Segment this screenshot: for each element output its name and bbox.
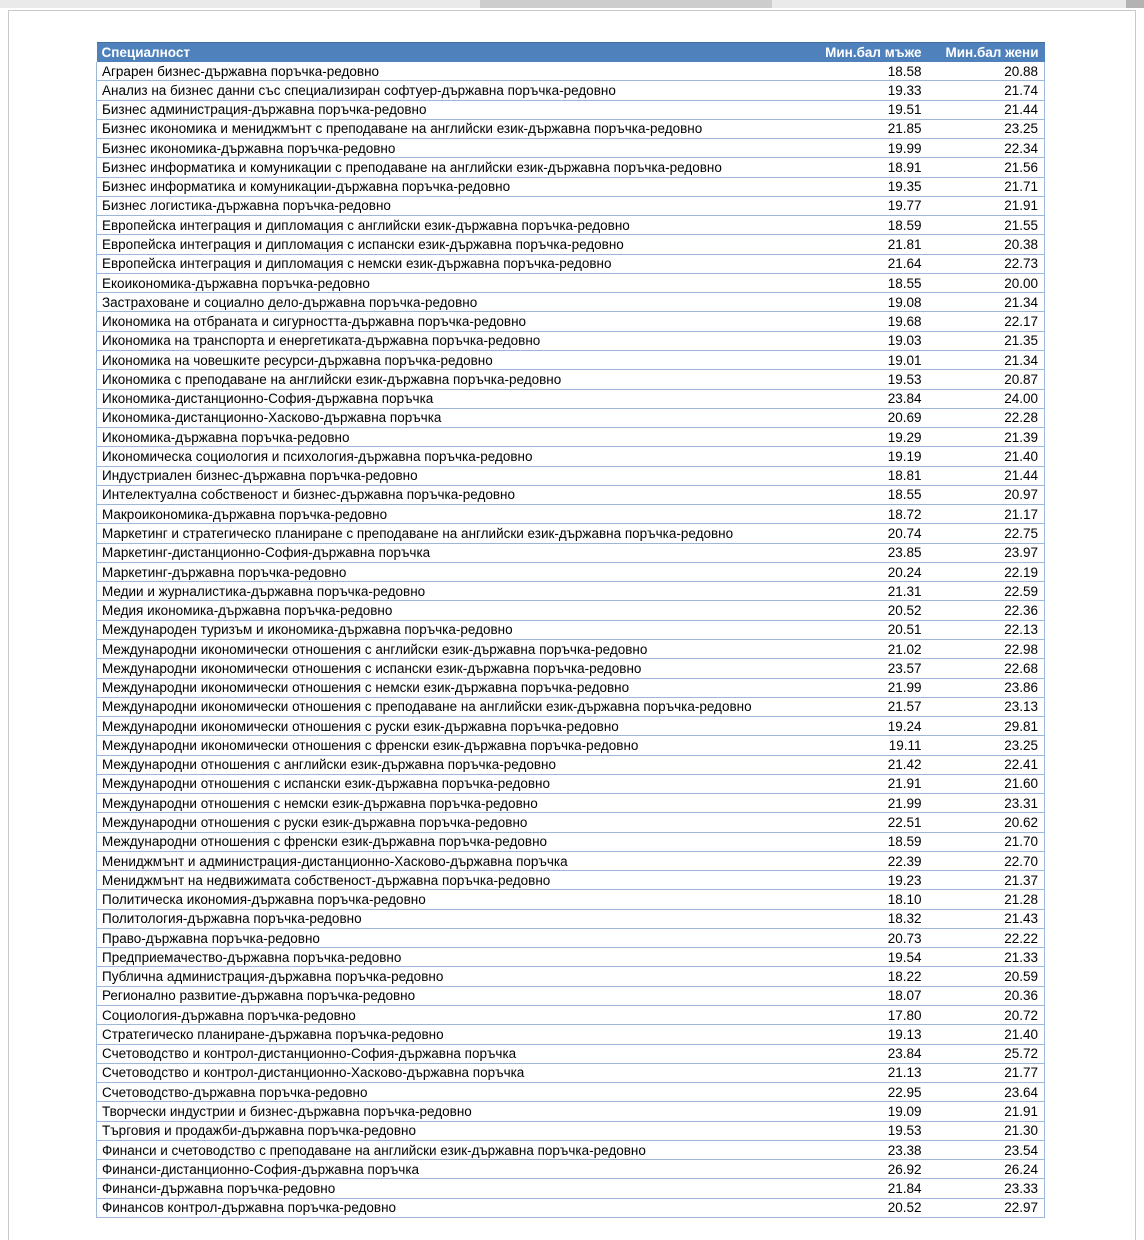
table-row bbox=[97, 871, 1045, 890]
specialty-cell: Медия икономика-държавна поръчка-редовно bbox=[97, 601, 811, 620]
table-row bbox=[97, 408, 1045, 427]
table-row bbox=[97, 717, 1045, 736]
male-score-cell: 22.39 bbox=[811, 851, 928, 870]
specialty-cell: Икономика-държавна поръчка-редовно bbox=[97, 428, 811, 447]
table-row bbox=[97, 505, 1045, 524]
column-header-female-score: Мин.бал жени bbox=[928, 43, 1045, 63]
male-score-cell: 19.24 bbox=[811, 717, 928, 736]
female-score-cell: 20.59 bbox=[928, 967, 1045, 986]
table-row bbox=[97, 813, 1045, 832]
table-row bbox=[97, 485, 1045, 504]
table-row bbox=[97, 659, 1045, 678]
window-chrome-corner bbox=[1126, 0, 1144, 8]
male-score-cell: 20.73 bbox=[811, 928, 928, 947]
male-score-cell: 23.84 bbox=[811, 1044, 928, 1063]
specialty-cell: Маркетинг и стратегическо планиране с преподаване на английски език-държавна поръчка-редовно bbox=[97, 524, 811, 543]
specialty-cell: Финанси-държавна поръчка-редовно bbox=[97, 1179, 811, 1198]
specialty-cell: Европейска интеграция и дипломация с английски език-държавна поръчка-редовно bbox=[97, 216, 811, 235]
female-score-cell: 22.70 bbox=[928, 851, 1045, 870]
male-score-cell: 19.53 bbox=[811, 1121, 928, 1140]
specialty-cell: Политическа икономия-държавна поръчка-редовно bbox=[97, 890, 811, 909]
table-row bbox=[97, 755, 1045, 774]
female-score-cell: 26.24 bbox=[928, 1160, 1045, 1179]
male-score-cell: 19.29 bbox=[811, 428, 928, 447]
table-row bbox=[97, 100, 1045, 119]
table-row bbox=[97, 350, 1045, 369]
female-score-cell: 21.44 bbox=[928, 100, 1045, 119]
specialty-cell: Международни икономически отношения с френски език-държавна поръчка-редовно bbox=[97, 736, 811, 755]
female-score-cell: 20.72 bbox=[928, 1006, 1045, 1025]
table-row bbox=[97, 909, 1045, 928]
table-row bbox=[97, 1179, 1045, 1198]
table-row bbox=[97, 312, 1045, 331]
specialty-cell: Счетоводство-държавна поръчка-редовно bbox=[97, 1083, 811, 1102]
table-row bbox=[97, 216, 1045, 235]
male-score-cell: 22.95 bbox=[811, 1083, 928, 1102]
male-score-cell: 19.09 bbox=[811, 1102, 928, 1121]
male-score-cell: 23.85 bbox=[811, 543, 928, 562]
female-score-cell: 21.74 bbox=[928, 81, 1045, 100]
table-row bbox=[97, 1044, 1045, 1063]
table-row bbox=[97, 1102, 1045, 1121]
specialty-cell: Бизнес логистика-държавна поръчка-редовно bbox=[97, 196, 811, 215]
female-score-cell: 21.44 bbox=[928, 466, 1045, 485]
female-score-cell: 22.17 bbox=[928, 312, 1045, 331]
female-score-cell: 20.38 bbox=[928, 235, 1045, 254]
male-score-cell: 18.55 bbox=[811, 485, 928, 504]
table-row bbox=[97, 562, 1045, 581]
female-score-cell: 22.22 bbox=[928, 928, 1045, 947]
specialty-cell: Бизнес икономика и мениджмънт с преподаване на английски език-държавна поръчка-редовно bbox=[97, 119, 811, 138]
male-score-cell: 21.84 bbox=[811, 1179, 928, 1198]
specialty-cell: Икономика-дистанционно-София-държавна поръчка bbox=[97, 389, 811, 408]
male-score-cell: 19.53 bbox=[811, 370, 928, 389]
male-score-cell: 21.81 bbox=[811, 235, 928, 254]
male-score-cell: 21.99 bbox=[811, 794, 928, 813]
specialty-cell: Икономика-дистанционно-Хасково-държавна поръчка bbox=[97, 408, 811, 427]
female-score-cell: 22.36 bbox=[928, 601, 1045, 620]
male-score-cell: 18.59 bbox=[811, 832, 928, 851]
specialty-cell: Международни отношения с английски език-държавна поръчка-редовно bbox=[97, 755, 811, 774]
table-row bbox=[97, 331, 1045, 350]
table-header-row bbox=[97, 43, 1045, 63]
female-score-cell: 21.91 bbox=[928, 196, 1045, 215]
specialty-cell: Европейска интеграция и дипломация с испански език-държавна поръчка-редовно bbox=[97, 235, 811, 254]
male-score-cell: 19.13 bbox=[811, 1025, 928, 1044]
table-row bbox=[97, 1006, 1045, 1025]
specialty-cell: Интелектуална собственост и бизнес-държавна поръчка-редовно bbox=[97, 485, 811, 504]
male-score-cell: 19.08 bbox=[811, 293, 928, 312]
specialty-cell: Застраховане и социално дело-държавна поръчка-редовно bbox=[97, 293, 811, 312]
specialty-cell: Финансов контрол-държавна поръчка-редовно bbox=[97, 1198, 811, 1217]
male-score-cell: 21.13 bbox=[811, 1063, 928, 1082]
table-row bbox=[97, 293, 1045, 312]
specialty-cell: Финанси-дистанционно-София-държавна поръчка bbox=[97, 1160, 811, 1179]
female-score-cell: 21.55 bbox=[928, 216, 1045, 235]
male-score-cell: 18.07 bbox=[811, 986, 928, 1005]
specialty-cell: Бизнес икономика-държавна поръчка-редовно bbox=[97, 139, 811, 158]
female-score-cell: 22.97 bbox=[928, 1198, 1045, 1217]
female-score-cell: 22.13 bbox=[928, 620, 1045, 639]
specialty-cell: Бизнес информатика и комуникации-държавна поръчка-редовно bbox=[97, 177, 811, 196]
female-score-cell: 25.72 bbox=[928, 1044, 1045, 1063]
specialty-cell: Бизнес администрация-държавна поръчка-редовно bbox=[97, 100, 811, 119]
table-row bbox=[97, 254, 1045, 273]
column-header-male-score: Мин.бал мъже bbox=[811, 43, 928, 63]
female-score-cell: 21.56 bbox=[928, 158, 1045, 177]
specialty-cell: Международни отношения с руски език-държавна поръчка-редовно bbox=[97, 813, 811, 832]
male-score-cell: 20.52 bbox=[811, 601, 928, 620]
male-score-cell: 19.54 bbox=[811, 948, 928, 967]
female-score-cell: 22.34 bbox=[928, 139, 1045, 158]
female-score-cell: 22.68 bbox=[928, 659, 1045, 678]
female-score-cell: 22.59 bbox=[928, 582, 1045, 601]
female-score-cell: 24.00 bbox=[928, 389, 1045, 408]
male-score-cell: 21.91 bbox=[811, 774, 928, 793]
table-row bbox=[97, 1063, 1045, 1082]
male-score-cell: 18.91 bbox=[811, 158, 928, 177]
specialty-cell: Аграрен бизнес-държавна поръчка-редовно bbox=[97, 62, 811, 81]
table-row bbox=[97, 986, 1045, 1005]
specialty-cell: Международни икономически отношения с английски език-държавна поръчка-редовно bbox=[97, 639, 811, 658]
female-score-cell: 21.71 bbox=[928, 177, 1045, 196]
specialty-cell: Икономика с преподаване на английски език-държавна поръчка-редовно bbox=[97, 370, 811, 389]
specialty-cell: Макроикономика-държавна поръчка-редовно bbox=[97, 505, 811, 524]
table-row bbox=[97, 119, 1045, 138]
female-score-cell: 23.31 bbox=[928, 794, 1045, 813]
specialty-cell: Индустриален бизнес-държавна поръчка-редовно bbox=[97, 466, 811, 485]
specialty-cell: Международни икономически отношения с испански език-държавна поръчка-редовно bbox=[97, 659, 811, 678]
table-row bbox=[97, 389, 1045, 408]
female-score-cell: 21.77 bbox=[928, 1063, 1045, 1082]
specialty-cell: Екоикономика-държавна поръчка-редовно bbox=[97, 273, 811, 292]
scores-table-body bbox=[97, 62, 1045, 1217]
male-score-cell: 19.11 bbox=[811, 736, 928, 755]
female-score-cell: 22.19 bbox=[928, 562, 1045, 581]
window-chrome-segment bbox=[480, 0, 772, 8]
male-score-cell: 19.51 bbox=[811, 100, 928, 119]
specialty-cell: Маркетинг-дистанционно-София-държавна поръчка bbox=[97, 543, 811, 562]
specialty-cell: Анализ на бизнес данни със специализиран софтуер-държавна поръчка-редовно bbox=[97, 81, 811, 100]
table-row bbox=[97, 832, 1045, 851]
male-score-cell: 23.84 bbox=[811, 389, 928, 408]
table-row bbox=[97, 967, 1045, 986]
column-header-specialty: Специалност bbox=[97, 43, 811, 63]
table-row bbox=[97, 582, 1045, 601]
male-score-cell: 17.80 bbox=[811, 1006, 928, 1025]
specialty-cell: Право-държавна поръчка-редовно bbox=[97, 928, 811, 947]
female-score-cell: 20.36 bbox=[928, 986, 1045, 1005]
female-score-cell: 20.97 bbox=[928, 485, 1045, 504]
female-score-cell: 21.28 bbox=[928, 890, 1045, 909]
female-score-cell: 21.40 bbox=[928, 447, 1045, 466]
male-score-cell: 18.58 bbox=[811, 62, 928, 81]
specialty-cell: Счетоводство и контрол-дистанционно-София-държавна поръчка bbox=[97, 1044, 811, 1063]
table-row bbox=[97, 543, 1045, 562]
male-score-cell: 21.02 bbox=[811, 639, 928, 658]
female-score-cell: 23.54 bbox=[928, 1140, 1045, 1159]
table-row bbox=[97, 1140, 1045, 1159]
female-score-cell: 21.30 bbox=[928, 1121, 1045, 1140]
male-score-cell: 19.23 bbox=[811, 871, 928, 890]
table-row bbox=[97, 774, 1045, 793]
scores-table bbox=[96, 42, 1045, 1218]
table-row bbox=[97, 139, 1045, 158]
female-score-cell: 21.43 bbox=[928, 909, 1045, 928]
male-score-cell: 19.68 bbox=[811, 312, 928, 331]
specialty-cell: Икономическа социология и психология-държавна поръчка-редовно bbox=[97, 447, 811, 466]
male-score-cell: 23.38 bbox=[811, 1140, 928, 1159]
female-score-cell: 22.73 bbox=[928, 254, 1045, 273]
male-score-cell: 21.42 bbox=[811, 755, 928, 774]
table-row bbox=[97, 447, 1045, 466]
table-row bbox=[97, 601, 1045, 620]
female-score-cell: 21.60 bbox=[928, 774, 1045, 793]
female-score-cell: 21.17 bbox=[928, 505, 1045, 524]
specialty-cell: Финанси и счетоводство с преподаване на английски език-държавна поръчка-редовно bbox=[97, 1140, 811, 1159]
table-row bbox=[97, 1025, 1045, 1044]
specialty-cell: Международни икономически отношения с немски език-държавна поръчка-редовно bbox=[97, 678, 811, 697]
female-score-cell: 23.33 bbox=[928, 1179, 1045, 1198]
male-score-cell: 20.74 bbox=[811, 524, 928, 543]
female-score-cell: 20.88 bbox=[928, 62, 1045, 81]
table-row bbox=[97, 196, 1045, 215]
female-score-cell: 29.81 bbox=[928, 717, 1045, 736]
specialty-cell: Икономика на отбраната и сигурността-държавна поръчка-редовно bbox=[97, 312, 811, 331]
female-score-cell: 21.37 bbox=[928, 871, 1045, 890]
female-score-cell: 22.28 bbox=[928, 408, 1045, 427]
female-score-cell: 21.33 bbox=[928, 948, 1045, 967]
table-row bbox=[97, 678, 1045, 697]
table-row bbox=[97, 158, 1045, 177]
male-score-cell: 19.03 bbox=[811, 331, 928, 350]
table-row bbox=[97, 1160, 1045, 1179]
table-row bbox=[97, 851, 1045, 870]
female-score-cell: 23.13 bbox=[928, 697, 1045, 716]
table-row bbox=[97, 524, 1045, 543]
specialty-cell: Мениджмънт и администрация-дистанционно-Хасково-държавна поръчка bbox=[97, 851, 811, 870]
female-score-cell: 21.40 bbox=[928, 1025, 1045, 1044]
female-score-cell: 23.86 bbox=[928, 678, 1045, 697]
table-row bbox=[97, 697, 1045, 716]
specialty-cell: Международни икономически отношения с преподаване на английски език-държавна поръчка-редовно bbox=[97, 697, 811, 716]
specialty-cell: Международен туризъм и икономика-държавна поръчка-редовно bbox=[97, 620, 811, 639]
male-score-cell: 19.77 bbox=[811, 196, 928, 215]
table-header bbox=[97, 43, 1045, 63]
female-score-cell: 23.25 bbox=[928, 119, 1045, 138]
female-score-cell: 21.91 bbox=[928, 1102, 1045, 1121]
male-score-cell: 18.55 bbox=[811, 273, 928, 292]
specialty-cell: Международни отношения с испански език-държавна поръчка-редовно bbox=[97, 774, 811, 793]
specialty-cell: Икономика на транспорта и енергетиката-държавна поръчка-редовно bbox=[97, 331, 811, 350]
female-score-cell: 20.00 bbox=[928, 273, 1045, 292]
specialty-cell: Бизнес информатика и комуникации с преподаване на английски език-държавна поръчка-редовно bbox=[97, 158, 811, 177]
specialty-cell: Икономика на човешките ресурси-държавна поръчка-редовно bbox=[97, 350, 811, 369]
female-score-cell: 21.34 bbox=[928, 350, 1045, 369]
table-row bbox=[97, 177, 1045, 196]
table-row bbox=[97, 1198, 1045, 1217]
male-score-cell: 18.10 bbox=[811, 890, 928, 909]
male-score-cell: 20.24 bbox=[811, 562, 928, 581]
specialty-cell: Международни отношения с немски език-държавна поръчка-редовно bbox=[97, 794, 811, 813]
specialty-cell: Търговия и продажби-държавна поръчка-редовно bbox=[97, 1121, 811, 1140]
female-score-cell: 20.62 bbox=[928, 813, 1045, 832]
table-row bbox=[97, 81, 1045, 100]
specialty-cell: Европейска интеграция и дипломация с немски език-държавна поръчка-редовно bbox=[97, 254, 811, 273]
table-row bbox=[97, 428, 1045, 447]
table-row bbox=[97, 639, 1045, 658]
female-score-cell: 22.41 bbox=[928, 755, 1045, 774]
female-score-cell: 23.64 bbox=[928, 1083, 1045, 1102]
table-row bbox=[97, 273, 1045, 292]
male-score-cell: 26.92 bbox=[811, 1160, 928, 1179]
male-score-cell: 21.31 bbox=[811, 582, 928, 601]
specialty-cell: Международни отношения с френски език-държавна поръчка-редовно bbox=[97, 832, 811, 851]
male-score-cell: 19.99 bbox=[811, 139, 928, 158]
specialty-cell: Маркетинг-държавна поръчка-редовно bbox=[97, 562, 811, 581]
table-row bbox=[97, 948, 1045, 967]
specialty-cell: Счетоводство и контрол-дистанционно-Хасково-държавна поръчка bbox=[97, 1063, 811, 1082]
female-score-cell: 21.39 bbox=[928, 428, 1045, 447]
specialty-cell: Социология-държавна поръчка-редовно bbox=[97, 1006, 811, 1025]
table-row bbox=[97, 890, 1045, 909]
specialty-cell: Творчески индустрии и бизнес-държавна поръчка-редовно bbox=[97, 1102, 811, 1121]
male-score-cell: 20.51 bbox=[811, 620, 928, 639]
male-score-cell: 20.69 bbox=[811, 408, 928, 427]
female-score-cell: 21.70 bbox=[928, 832, 1045, 851]
male-score-cell: 21.99 bbox=[811, 678, 928, 697]
table-row bbox=[97, 235, 1045, 254]
male-score-cell: 21.64 bbox=[811, 254, 928, 273]
specialty-cell: Предприемачество-държавна поръчка-редовно bbox=[97, 948, 811, 967]
male-score-cell: 18.32 bbox=[811, 909, 928, 928]
male-score-cell: 21.57 bbox=[811, 697, 928, 716]
female-score-cell: 21.35 bbox=[928, 331, 1045, 350]
male-score-cell: 18.72 bbox=[811, 505, 928, 524]
table-row bbox=[97, 736, 1045, 755]
female-score-cell: 22.75 bbox=[928, 524, 1045, 543]
table-row bbox=[97, 1121, 1045, 1140]
table-row bbox=[97, 370, 1045, 389]
specialty-cell: Регионално развитие-държавна поръчка-редовно bbox=[97, 986, 811, 1005]
table-row bbox=[97, 794, 1045, 813]
female-score-cell: 20.87 bbox=[928, 370, 1045, 389]
male-score-cell: 19.33 bbox=[811, 81, 928, 100]
male-score-cell: 18.59 bbox=[811, 216, 928, 235]
female-score-cell: 23.25 bbox=[928, 736, 1045, 755]
table-row bbox=[97, 62, 1045, 81]
specialty-cell: Международни икономически отношения с руски език-държавна поръчка-редовно bbox=[97, 717, 811, 736]
table-row bbox=[97, 620, 1045, 639]
male-score-cell: 19.35 bbox=[811, 177, 928, 196]
female-score-cell: 23.97 bbox=[928, 543, 1045, 562]
male-score-cell: 22.51 bbox=[811, 813, 928, 832]
male-score-cell: 19.19 bbox=[811, 447, 928, 466]
table-row bbox=[97, 928, 1045, 947]
female-score-cell: 22.98 bbox=[928, 639, 1045, 658]
table-row bbox=[97, 1083, 1045, 1102]
male-score-cell: 18.22 bbox=[811, 967, 928, 986]
male-score-cell: 23.57 bbox=[811, 659, 928, 678]
male-score-cell: 19.01 bbox=[811, 350, 928, 369]
male-score-cell: 18.81 bbox=[811, 466, 928, 485]
male-score-cell: 20.52 bbox=[811, 1198, 928, 1217]
specialty-cell: Мениджмънт на недвижимата собственост-държавна поръчка-редовно bbox=[97, 871, 811, 890]
specialty-cell: Политология-държавна поръчка-редовно bbox=[97, 909, 811, 928]
specialty-cell: Медии и журналистика-държавна поръчка-редовно bbox=[97, 582, 811, 601]
female-score-cell: 21.34 bbox=[928, 293, 1045, 312]
male-score-cell: 21.85 bbox=[811, 119, 928, 138]
specialty-cell: Публична администрация-държавна поръчка-редовно bbox=[97, 967, 811, 986]
specialty-cell: Стратегическо планиране-държавна поръчка-редовно bbox=[97, 1025, 811, 1044]
table-row bbox=[97, 466, 1045, 485]
